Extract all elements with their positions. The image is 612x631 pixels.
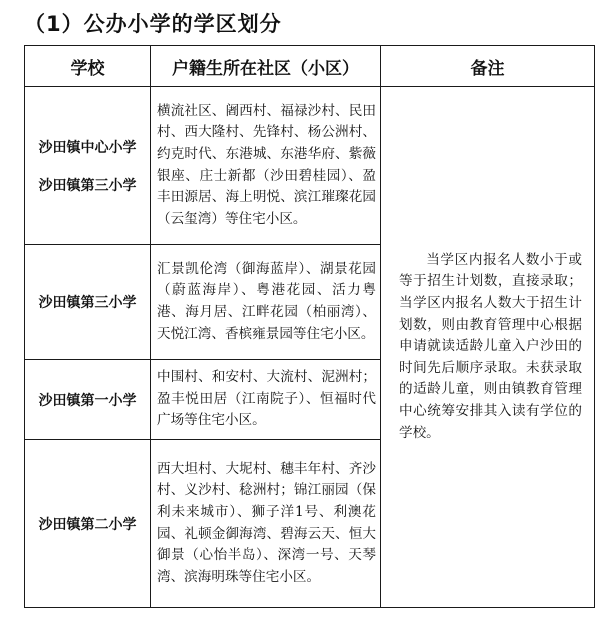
table-row: [25, 87, 595, 245]
header-community: 户籍生所在社区（小区）: [151, 46, 381, 87]
community-cell: 汇景凯伦湾（御海蓝岸）、湖景花园（蔚蓝海岸）、粤港花园、活力粤港、海月居、江畔花园（柏丽湾）、天悦江湾、香槟雍景园等住宅小区。: [151, 245, 381, 360]
community-cell: 西大坦村、大坭村、穗丰年村、齐沙村、义沙村、稔洲村；锦江丽园（保利未来城市）、狮子洋1号、利澳花园、礼顿金御海湾、碧海云天、恒大御景（心怡半岛）、深湾一号、天琴湾、滨海明珠等住宅小区。: [151, 440, 381, 608]
school-cell: [25, 360, 151, 440]
school-name: 沙田镇第一小学: [38, 392, 137, 409]
school-name: 沙田镇第三小学: [38, 177, 137, 194]
school-zone-table: [24, 45, 595, 608]
table-header-row: [25, 46, 595, 87]
school-name: 沙田镇第二小学: [38, 516, 137, 533]
community-cell: 中围村、和安村、大流村、泥洲村；盈丰悦田居（江南院子）、恒福时代广场等住宅小区。: [151, 360, 381, 440]
school-cell: [25, 245, 151, 360]
remarks-text: 当学区内报名人数小于或等于招生计划数，直接录取；当学区内报名人数大于招生计划数，则由教育管理中心根据申请就读适龄儿童入户沙田的时间先后顺序录取。未获录取的适龄儿童，则由镇教育管理中心统筹安排其入读有学位的学校。: [399, 251, 582, 441]
school-name: 沙田镇第三小学: [38, 295, 137, 311]
school-cell: [25, 440, 151, 608]
header-remarks: 备注: [381, 46, 595, 87]
school-cell: [25, 87, 151, 245]
section-heading: （1）公办小学的学区划分: [24, 12, 282, 36]
header-school: 学校: [25, 46, 151, 87]
school-name: 沙田镇中心小学: [38, 139, 137, 156]
community-cell: 横流社区、阇西村、福禄沙村、民田村、西大隆村、先锋村、杨公洲村、约克时代、东港城、东港华府、紫薇银座、庄士新都（沙田碧桂园）、盈丰田源居、海上明悦、滨江璀璨花园（云玺湾）等住宅小区。: [151, 87, 381, 245]
remarks-cell: [381, 87, 595, 608]
